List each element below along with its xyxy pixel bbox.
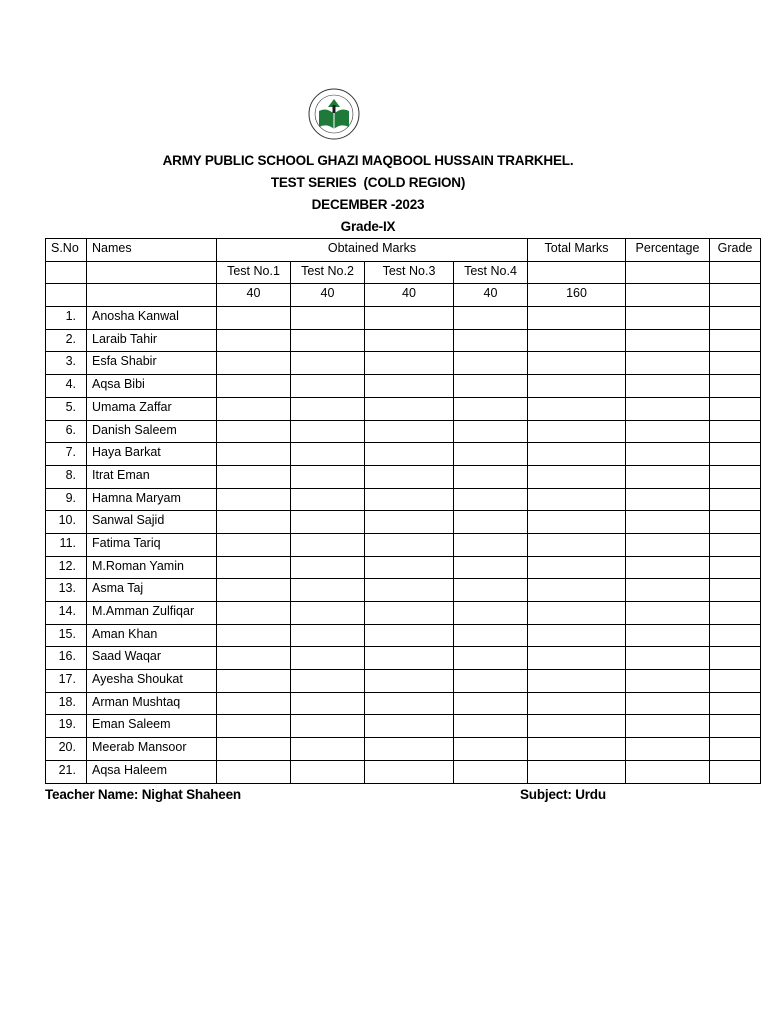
- empty-mark-cell: [365, 397, 454, 420]
- empty-mark-cell: [528, 397, 626, 420]
- student-sno: 2.: [46, 329, 87, 352]
- empty-mark-cell: [365, 579, 454, 602]
- total-max: 160: [528, 284, 626, 307]
- student-sno: 10.: [46, 511, 87, 534]
- student-sno: 18.: [46, 692, 87, 715]
- empty-mark-cell: [710, 556, 761, 579]
- student-sno: 21.: [46, 760, 87, 783]
- empty-mark-cell: [454, 352, 528, 375]
- student-name: Aman Khan: [87, 624, 217, 647]
- month-title: DECEMBER -2023: [311, 197, 425, 212]
- empty-mark-cell: [710, 397, 761, 420]
- student-sno: 4.: [46, 375, 87, 398]
- empty-cell: [87, 261, 217, 284]
- empty-mark-cell: [528, 375, 626, 398]
- empty-mark-cell: [528, 738, 626, 761]
- empty-mark-cell: [365, 307, 454, 330]
- empty-mark-cell: [528, 602, 626, 625]
- empty-mark-cell: [454, 624, 528, 647]
- empty-mark-cell: [365, 602, 454, 625]
- empty-mark-cell: [626, 533, 710, 556]
- student-name: Umama Zaffar: [87, 397, 217, 420]
- empty-cell: [710, 284, 761, 307]
- student-name: Meerab Mansoor: [87, 738, 217, 761]
- student-sno: 16.: [46, 647, 87, 670]
- empty-mark-cell: [626, 443, 710, 466]
- student-name: Esfa Shabir: [87, 352, 217, 375]
- empty-mark-cell: [365, 375, 454, 398]
- student-row: [46, 760, 761, 783]
- empty-cell: [46, 284, 87, 307]
- test-3-max: 40: [365, 284, 454, 307]
- empty-mark-cell: [710, 375, 761, 398]
- student-sno: 1.: [46, 307, 87, 330]
- student-row: [46, 647, 761, 670]
- student-sno: 6.: [46, 420, 87, 443]
- empty-mark-cell: [710, 465, 761, 488]
- empty-mark-cell: [454, 579, 528, 602]
- empty-mark-cell: [710, 760, 761, 783]
- empty-mark-cell: [454, 488, 528, 511]
- empty-mark-cell: [626, 420, 710, 443]
- empty-mark-cell: [217, 443, 291, 466]
- student-name: Haya Barkat: [87, 443, 217, 466]
- empty-mark-cell: [528, 488, 626, 511]
- student-sno: 9.: [46, 488, 87, 511]
- empty-mark-cell: [217, 738, 291, 761]
- empty-mark-cell: [710, 352, 761, 375]
- empty-cell: [626, 284, 710, 307]
- empty-mark-cell: [291, 397, 365, 420]
- student-sno: 15.: [46, 624, 87, 647]
- student-row: [46, 307, 761, 330]
- student-sno: 20.: [46, 738, 87, 761]
- header-row-1: [46, 239, 761, 262]
- student-sno: 13.: [46, 579, 87, 602]
- empty-mark-cell: [454, 443, 528, 466]
- empty-mark-cell: [217, 692, 291, 715]
- empty-mark-cell: [710, 307, 761, 330]
- empty-mark-cell: [291, 692, 365, 715]
- student-row: [46, 375, 761, 398]
- col-grade-header: Grade: [710, 239, 761, 262]
- marks-table: [45, 238, 761, 784]
- test-1-header: Test No.1: [217, 261, 291, 284]
- student-name: Ayesha Shoukat: [87, 670, 217, 693]
- empty-mark-cell: [528, 329, 626, 352]
- empty-mark-cell: [217, 352, 291, 375]
- empty-mark-cell: [217, 375, 291, 398]
- empty-mark-cell: [454, 602, 528, 625]
- subject-name: Subject: Urdu: [520, 787, 606, 802]
- student-row: [46, 692, 761, 715]
- student-row: [46, 670, 761, 693]
- empty-cell: [626, 261, 710, 284]
- empty-mark-cell: [454, 465, 528, 488]
- empty-mark-cell: [217, 533, 291, 556]
- test-series-title: TEST SERIES (COLD REGION): [270, 175, 466, 190]
- empty-mark-cell: [217, 488, 291, 511]
- empty-mark-cell: [528, 692, 626, 715]
- student-name: Saad Waqar: [87, 647, 217, 670]
- student-row: [46, 488, 761, 511]
- student-sno: 5.: [46, 397, 87, 420]
- student-name: Danish Saleem: [87, 420, 217, 443]
- empty-mark-cell: [626, 624, 710, 647]
- empty-mark-cell: [217, 670, 291, 693]
- empty-mark-cell: [291, 375, 365, 398]
- empty-mark-cell: [710, 579, 761, 602]
- empty-mark-cell: [454, 397, 528, 420]
- student-row: [46, 511, 761, 534]
- student-sno: 11.: [46, 533, 87, 556]
- student-sno: 19.: [46, 715, 87, 738]
- empty-mark-cell: [626, 602, 710, 625]
- student-row: [46, 738, 761, 761]
- empty-mark-cell: [217, 511, 291, 534]
- empty-mark-cell: [217, 465, 291, 488]
- empty-mark-cell: [454, 760, 528, 783]
- empty-mark-cell: [528, 760, 626, 783]
- empty-mark-cell: [365, 465, 454, 488]
- col-sno-header: S.No: [46, 239, 87, 262]
- empty-mark-cell: [710, 738, 761, 761]
- col-total-header: Total Marks: [528, 239, 626, 262]
- empty-mark-cell: [528, 715, 626, 738]
- test-2-max: 40: [291, 284, 365, 307]
- empty-mark-cell: [626, 760, 710, 783]
- student-row: [46, 602, 761, 625]
- student-name: M.Amman Zulfiqar: [87, 602, 217, 625]
- empty-mark-cell: [710, 488, 761, 511]
- empty-mark-cell: [365, 692, 454, 715]
- empty-mark-cell: [291, 579, 365, 602]
- student-row: [46, 624, 761, 647]
- empty-mark-cell: [217, 579, 291, 602]
- empty-mark-cell: [217, 556, 291, 579]
- student-name: Anosha Kanwal: [87, 307, 217, 330]
- empty-mark-cell: [217, 329, 291, 352]
- empty-mark-cell: [217, 420, 291, 443]
- empty-mark-cell: [528, 624, 626, 647]
- empty-mark-cell: [626, 738, 710, 761]
- empty-mark-cell: [454, 533, 528, 556]
- empty-mark-cell: [454, 647, 528, 670]
- header-row-2: [46, 261, 761, 284]
- school-logo: [307, 87, 361, 141]
- empty-mark-cell: [528, 579, 626, 602]
- empty-mark-cell: [365, 760, 454, 783]
- empty-mark-cell: [626, 692, 710, 715]
- empty-mark-cell: [528, 443, 626, 466]
- student-row: [46, 556, 761, 579]
- empty-mark-cell: [291, 329, 365, 352]
- empty-mark-cell: [291, 533, 365, 556]
- empty-mark-cell: [217, 602, 291, 625]
- student-name: Hamna Maryam: [87, 488, 217, 511]
- empty-mark-cell: [291, 624, 365, 647]
- empty-mark-cell: [528, 352, 626, 375]
- empty-mark-cell: [528, 307, 626, 330]
- empty-mark-cell: [217, 760, 291, 783]
- empty-mark-cell: [626, 579, 710, 602]
- empty-mark-cell: [454, 307, 528, 330]
- test-2-header: Test No.2: [291, 261, 365, 284]
- empty-mark-cell: [528, 420, 626, 443]
- student-row: [46, 329, 761, 352]
- empty-mark-cell: [528, 647, 626, 670]
- empty-mark-cell: [626, 670, 710, 693]
- empty-mark-cell: [291, 760, 365, 783]
- grade-title: Grade-IX: [340, 219, 396, 234]
- empty-mark-cell: [710, 420, 761, 443]
- student-name: Aqsa Haleem: [87, 760, 217, 783]
- empty-mark-cell: [291, 511, 365, 534]
- empty-mark-cell: [291, 352, 365, 375]
- empty-mark-cell: [626, 307, 710, 330]
- student-sno: 17.: [46, 670, 87, 693]
- empty-mark-cell: [710, 670, 761, 693]
- student-row: [46, 579, 761, 602]
- empty-mark-cell: [291, 647, 365, 670]
- empty-mark-cell: [454, 556, 528, 579]
- empty-mark-cell: [454, 511, 528, 534]
- student-sno: 14.: [46, 602, 87, 625]
- empty-mark-cell: [291, 420, 365, 443]
- empty-mark-cell: [710, 533, 761, 556]
- empty-mark-cell: [710, 715, 761, 738]
- empty-mark-cell: [217, 624, 291, 647]
- empty-mark-cell: [710, 647, 761, 670]
- empty-mark-cell: [365, 738, 454, 761]
- empty-mark-cell: [528, 556, 626, 579]
- empty-mark-cell: [217, 647, 291, 670]
- empty-mark-cell: [217, 307, 291, 330]
- empty-mark-cell: [291, 488, 365, 511]
- student-name: Eman Saleem: [87, 715, 217, 738]
- empty-mark-cell: [454, 738, 528, 761]
- empty-mark-cell: [365, 670, 454, 693]
- empty-mark-cell: [626, 715, 710, 738]
- empty-mark-cell: [626, 329, 710, 352]
- student-name: M.Roman Yamin: [87, 556, 217, 579]
- empty-mark-cell: [365, 420, 454, 443]
- empty-mark-cell: [528, 511, 626, 534]
- student-name: Arman Mushtaq: [87, 692, 217, 715]
- empty-mark-cell: [626, 647, 710, 670]
- empty-mark-cell: [454, 670, 528, 693]
- empty-mark-cell: [365, 715, 454, 738]
- empty-mark-cell: [365, 511, 454, 534]
- empty-mark-cell: [454, 375, 528, 398]
- student-sno: 7.: [46, 443, 87, 466]
- empty-mark-cell: [365, 624, 454, 647]
- test-4-max: 40: [454, 284, 528, 307]
- empty-mark-cell: [454, 692, 528, 715]
- empty-mark-cell: [710, 511, 761, 534]
- empty-mark-cell: [291, 556, 365, 579]
- empty-mark-cell: [291, 465, 365, 488]
- empty-mark-cell: [710, 692, 761, 715]
- student-row: [46, 533, 761, 556]
- empty-mark-cell: [291, 715, 365, 738]
- student-sno: 8.: [46, 465, 87, 488]
- empty-mark-cell: [454, 329, 528, 352]
- student-name: Aqsa Bibi: [87, 375, 217, 398]
- col-percentage-header: Percentage: [626, 239, 710, 262]
- col-obtained-header: Obtained Marks: [217, 239, 528, 262]
- empty-mark-cell: [365, 329, 454, 352]
- test-3-header: Test No.3: [365, 261, 454, 284]
- empty-mark-cell: [626, 488, 710, 511]
- empty-mark-cell: [365, 556, 454, 579]
- empty-cell: [87, 284, 217, 307]
- student-row: [46, 397, 761, 420]
- student-sno: 3.: [46, 352, 87, 375]
- student-name: Laraib Tahir: [87, 329, 217, 352]
- student-row: [46, 443, 761, 466]
- student-row: [46, 420, 761, 443]
- empty-cell: [46, 261, 87, 284]
- empty-mark-cell: [365, 533, 454, 556]
- empty-mark-cell: [528, 465, 626, 488]
- test-4-header: Test No.4: [454, 261, 528, 284]
- empty-cell: [710, 261, 761, 284]
- student-name: Itrat Eman: [87, 465, 217, 488]
- student-row: [46, 352, 761, 375]
- empty-mark-cell: [454, 420, 528, 443]
- student-row: [46, 465, 761, 488]
- empty-mark-cell: [626, 352, 710, 375]
- student-sno: 12.: [46, 556, 87, 579]
- empty-mark-cell: [528, 670, 626, 693]
- empty-mark-cell: [217, 715, 291, 738]
- max-marks-row: [46, 284, 761, 307]
- empty-mark-cell: [217, 397, 291, 420]
- empty-mark-cell: [291, 738, 365, 761]
- empty-cell: [528, 261, 626, 284]
- empty-mark-cell: [626, 511, 710, 534]
- student-name: Sanwal Sajid: [87, 511, 217, 534]
- empty-mark-cell: [291, 670, 365, 693]
- empty-mark-cell: [710, 602, 761, 625]
- student-name: Asma Taj: [87, 579, 217, 602]
- empty-mark-cell: [291, 602, 365, 625]
- empty-mark-cell: [710, 443, 761, 466]
- test-1-max: 40: [217, 284, 291, 307]
- student-name: Fatima Tariq: [87, 533, 217, 556]
- teacher-name: Teacher Name: Nighat Shaheen: [45, 787, 241, 802]
- school-name: ARMY PUBLIC SCHOOL GHAZI MAQBOOL HUSSAIN TRARKHEL.: [162, 153, 574, 168]
- empty-mark-cell: [626, 397, 710, 420]
- empty-mark-cell: [710, 624, 761, 647]
- empty-mark-cell: [710, 329, 761, 352]
- student-row: [46, 715, 761, 738]
- empty-mark-cell: [454, 715, 528, 738]
- empty-mark-cell: [528, 533, 626, 556]
- empty-mark-cell: [365, 443, 454, 466]
- empty-mark-cell: [626, 465, 710, 488]
- empty-mark-cell: [291, 307, 365, 330]
- empty-mark-cell: [365, 647, 454, 670]
- empty-mark-cell: [626, 556, 710, 579]
- empty-mark-cell: [365, 352, 454, 375]
- col-names-header: Names: [87, 239, 217, 262]
- empty-mark-cell: [626, 375, 710, 398]
- empty-mark-cell: [291, 443, 365, 466]
- empty-mark-cell: [365, 488, 454, 511]
